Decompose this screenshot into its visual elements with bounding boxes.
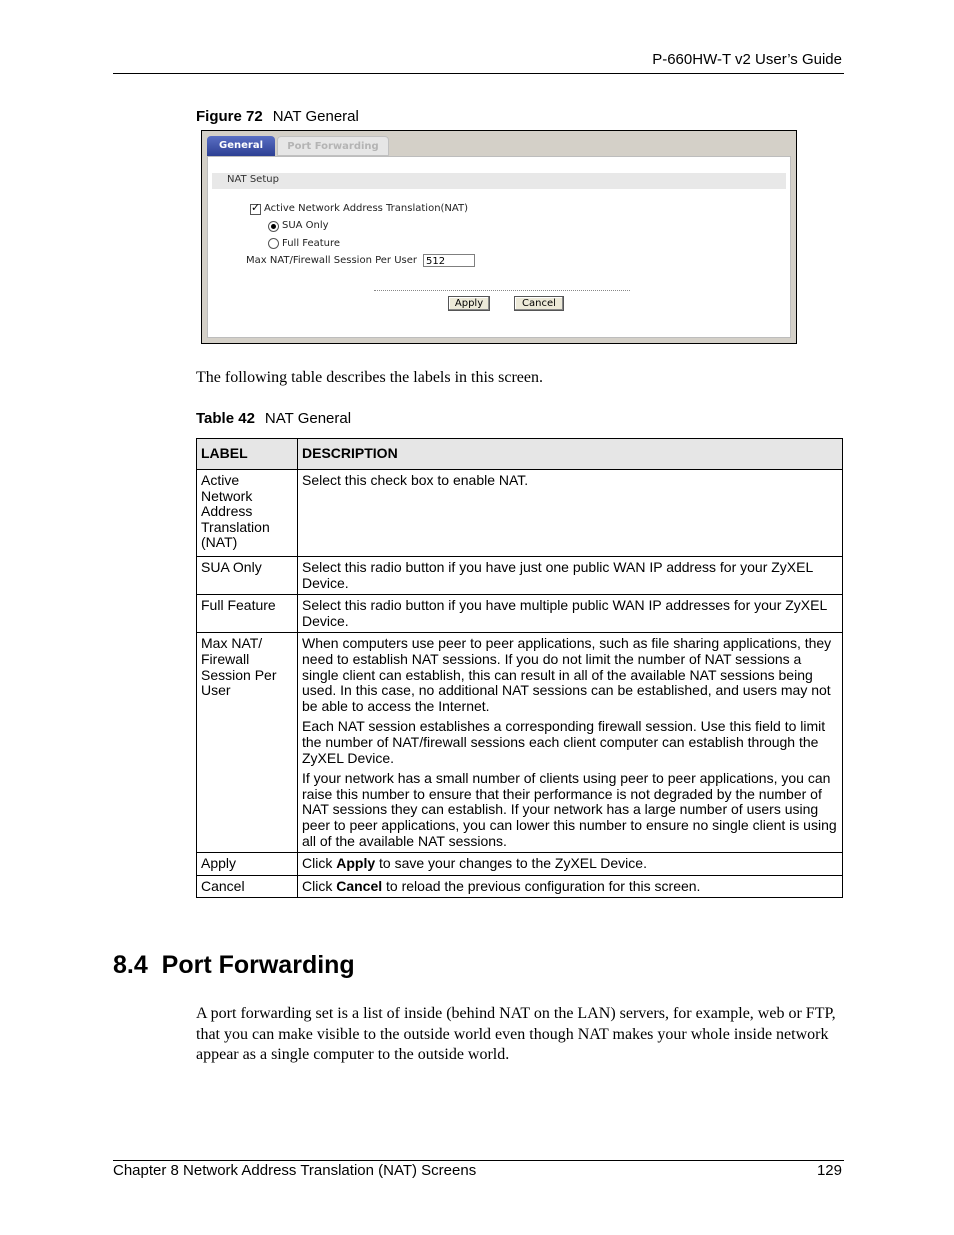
row-label: Active Network Address Translation (NAT): [197, 470, 298, 557]
section-body-paragraph: A port forwarding set is a list of inside (behind NAT on the LAN) servers, for example, web or FTP, that you can make visible to the outside world even though NAT makes your whole inside network appear as a single computer to the outside world.: [196, 1005, 836, 1063]
table-row: [197, 633, 843, 853]
description-text: Select this radio button if you have just one public WAN IP address for your ZyXEL Device.: [302, 559, 813, 591]
row-label: Apply: [197, 853, 298, 876]
table-number: Table 42: [196, 410, 255, 427]
sua-only-label: SUA Only: [282, 220, 329, 231]
section-heading: 8.4 Port Forwarding: [113, 951, 355, 979]
footer-chapter: Chapter 8 Network Address Translation (NAT) Screens: [113, 1162, 477, 1179]
footer-rule: [113, 1160, 844, 1161]
sua-only-radio[interactable]: [268, 221, 279, 232]
row-label: Max NAT/ Firewall Session Per User: [197, 633, 298, 853]
description-text-bold: Apply: [336, 855, 376, 872]
description-text-bold: Cancel: [336, 877, 383, 894]
row-label: SUA Only: [197, 557, 298, 595]
description-column-header: DESCRIPTION: [298, 439, 843, 470]
nat-general-table: [196, 438, 843, 898]
tab-general[interactable]: General: [207, 136, 275, 156]
checkmark-icon: ✓: [251, 201, 261, 214]
radio-selected-dot: [271, 224, 276, 229]
figure-title: NAT General: [272, 108, 359, 125]
table-row: [197, 853, 843, 876]
active-nat-label: Active Network Address Translation(NAT): [264, 203, 468, 214]
description-text-prefix: Click: [302, 855, 337, 872]
figure-number: Figure 72: [196, 108, 263, 125]
tab-port-forwarding[interactable]: Port Forwarding: [277, 136, 389, 156]
max-sessions-input[interactable]: 512: [423, 254, 475, 267]
active-nat-checkbox[interactable]: [250, 201, 261, 215]
table-header-row: [197, 439, 843, 470]
row-description: [298, 853, 843, 876]
nat-setup-section-bar: [212, 173, 786, 189]
table-row: [197, 875, 843, 898]
description-text: When computers use peer to peer applications, such as file sharing applications, they need to establish NAT sessions. If you do not limit the number of NAT sessions a single client can establish, this can result in all of the available NAT sessions being used. In this case, no additional NAT sessions can be established, and users may not be able to access the Internet.: [302, 635, 832, 714]
table-row: [197, 557, 843, 595]
apply-button[interactable]: Apply: [448, 296, 490, 311]
table-row: [197, 470, 843, 557]
table-caption: [196, 410, 351, 427]
description-text: Select this check box to enable NAT.: [302, 472, 529, 488]
dotted-separator: [374, 290, 630, 291]
figure-caption: [196, 108, 359, 125]
row-description: [298, 470, 843, 557]
description-text-prefix: Click: [302, 877, 337, 894]
page-number: 129: [816, 1162, 842, 1179]
description-text-suffix: to reload the previous configuration for this screen.: [382, 877, 701, 894]
description-text: Each NAT session establishes a corresponding firewall session. Use this field to limit the number of NAT/firewall sessions each client computer can establish through the ZyXEL Device.: [302, 718, 826, 766]
nat-setup-heading: NAT Setup: [227, 174, 279, 185]
nat-setup-panel: [207, 156, 791, 338]
full-feature-label: Full Feature: [282, 238, 341, 249]
row-description: [298, 557, 843, 595]
nat-general-screenshot: [201, 130, 797, 344]
header-rule: [113, 73, 844, 74]
table-row: [197, 595, 843, 633]
label-column-header: LABEL: [197, 439, 298, 470]
running-header-title: P-660HW-T v2 User’s Guide: [652, 51, 842, 68]
description-text-suffix: to save your changes to the ZyXEL Device.: [375, 855, 647, 872]
description-text: Select this radio button if you have multiple public WAN IP addresses for your ZyXEL Device.: [302, 597, 827, 629]
description-text: If your network has a small number of clients using peer to peer applications, you can raise this number to ensure that their performance is not degraded by the number of NAT sessions they can establish. If your network has a large number of users using peer to peer applications, you can lower this number to ensure no single client is using all of the available NAT sessions.: [302, 770, 837, 849]
intro-paragraph: The following table describes the labels in this screen.: [196, 369, 544, 386]
row-label: Cancel: [197, 875, 298, 898]
table-title: NAT General: [264, 410, 352, 427]
row-description: [298, 595, 843, 633]
max-sessions-label: Max NAT/Firewall Session Per User: [246, 255, 418, 266]
full-feature-radio[interactable]: [268, 238, 279, 249]
row-description: [298, 633, 843, 853]
row-description: [298, 875, 843, 898]
row-label: Full Feature: [197, 595, 298, 633]
cancel-button[interactable]: Cancel: [514, 296, 564, 311]
